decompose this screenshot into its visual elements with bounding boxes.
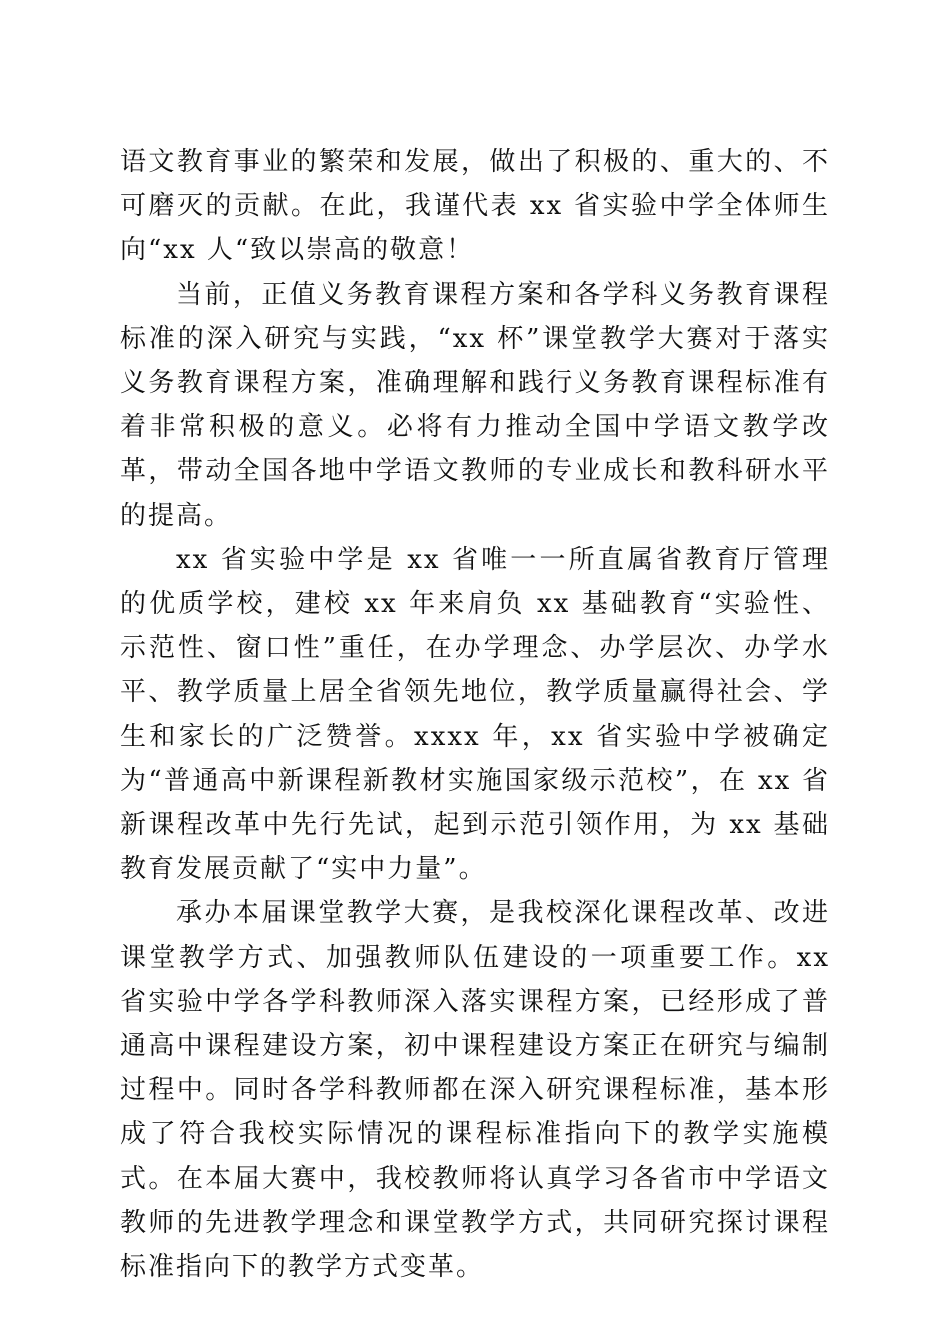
paragraph-4: 承办本届课堂教学大赛，是我校深化课程改革、改进课堂教学方式、加强教师队伍建设的一项重要工作。xx 省实验中学各学科教师深入落实课程方案，已经形成了普通高中课程建设方案，初中课程建设方案正在研究与编制过程中。同时各学科教师都在深入研究课程标准，基本形成了符合我校实际情况的课程标准指向下的教学实施模式。在本届大赛中，我校教师将认真学习各省市中学语文教师的先进教学理念和课堂教学方式，共同研究探讨课程标准指向下的教学方式变革。 — [120, 898, 830, 1283]
paragraph-2: 当前，正值义务教育课程方案和各学科义务教育课程标准的深入研究与实践，“xx 杯”课堂教学大赛对于落实义务教育课程方案，准确理解和践行义务教育课程标准有着非常积极的意义。必将有力推动全国中学语文教学改革，带动全国各地中学语文教师的专业成长和教科研水平的提高。 — [120, 279, 830, 531]
document-body — [120, 140, 830, 1289]
paragraph-3: xx 省实验中学是 xx 省唯一一所直属省教育厅管理的优质学校，建校 xx 年来肩负 xx 基础教育“实验性、示范性、窗口性”重任，在办学理念、办学层次、办学水平、教学质量上居全省领先地位，教学质量赢得社会、学生和家长的广泛赞誉。xxxx 年，xx 省实验中学被确定为“普通高中新课程新教材实施国家级示范校”，在 xx 省新课程改革中先行先试，起到示范引领作用，为 xx 基础教育发展贡献了“实中力量”。 — [120, 544, 830, 885]
paragraph-1: 语文教育事业的繁荣和发展，做出了积极的、重大的、不可磨灭的贡献。在此，我谨代表 xx 省实验中学全体师生向“xx 人“致以崇高的敬意！ — [120, 147, 830, 266]
